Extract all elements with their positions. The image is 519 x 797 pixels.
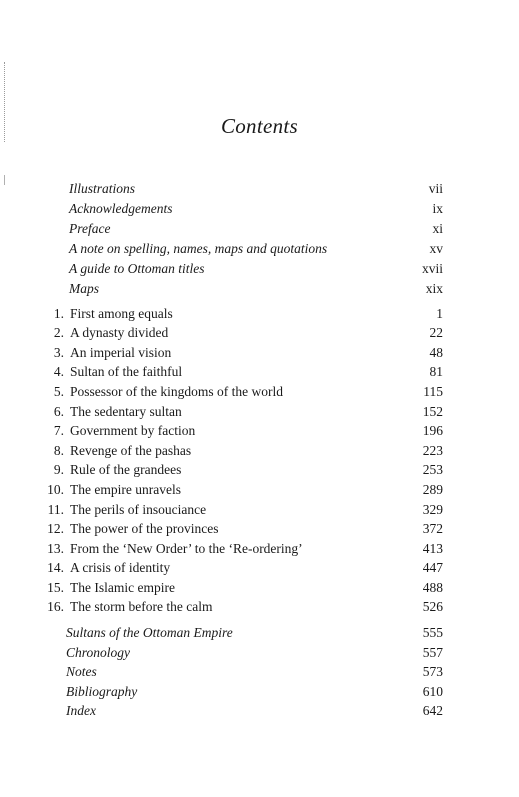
toc-page-number: 413: [422, 541, 443, 556]
toc-entry-chapter: [0, 481, 519, 499]
toc-page-number: xv: [429, 241, 443, 256]
chapter-title: A crisis of identity: [70, 560, 171, 575]
toc-entry-label: A note on spelling, names, maps and quotations: [69, 241, 328, 256]
toc-page-number: 223: [422, 443, 443, 458]
toc-page-number: 253: [422, 462, 443, 477]
toc-page-number: 22: [429, 325, 443, 340]
toc-entry-back-matter: [0, 683, 519, 701]
toc-entry-label: Chronology: [66, 645, 130, 660]
toc-page-number: 152: [422, 404, 443, 419]
chapter-title: A dynasty divided: [70, 325, 169, 340]
chapter-number: 9.: [53, 462, 64, 477]
toc-entry-label: Sultans of the Ottoman Empire: [66, 625, 233, 640]
toc-entry-label: Index: [66, 703, 96, 718]
toc-entry-front-matter: [0, 280, 519, 298]
toc-entry-label: Preface: [69, 221, 111, 236]
toc-page-number: 48: [429, 345, 443, 360]
toc-page-number: xi: [432, 221, 443, 236]
toc-entry-chapter: [0, 520, 519, 538]
toc-entry-chapter: [0, 501, 519, 519]
chapter-number: 8.: [53, 443, 64, 458]
chapter-title: Revenge of the pashas: [70, 443, 192, 458]
toc-entry-label: Maps: [69, 281, 99, 296]
toc-entry-chapter: [0, 363, 519, 381]
chapter-title: The storm before the calm: [70, 599, 213, 614]
chapter-number: 2.: [53, 325, 64, 340]
toc-entry-chapter: [0, 598, 519, 616]
toc-entry-front-matter: [0, 200, 519, 218]
toc-page-number: 1: [436, 306, 443, 321]
toc-entry-chapter: [0, 559, 519, 577]
toc-entry-chapter: [0, 461, 519, 479]
toc-entry-chapter: [0, 403, 519, 421]
toc-entry-chapter: [0, 383, 519, 401]
toc-entry-label: Illustrations: [69, 181, 136, 196]
chapter-number: 7.: [53, 423, 64, 438]
toc-entry-label: A guide to Ottoman titles: [69, 261, 205, 276]
toc-page-number: 81: [429, 364, 443, 379]
chapter-title: Government by faction: [70, 423, 196, 438]
toc-entry-chapter: [0, 305, 519, 323]
toc-entry-label: Notes: [66, 664, 97, 679]
toc-page-number: xvii: [421, 261, 443, 276]
chapter-title: The Islamic empire: [70, 580, 175, 595]
chapter-number: 4.: [53, 364, 64, 379]
toc-entry-back-matter: [0, 644, 519, 662]
toc-page-number: 289: [422, 482, 443, 497]
chapter-title: From the ‘New Order’ to the ‘Re-ordering’: [70, 541, 303, 556]
toc-entry-chapter: [0, 324, 519, 342]
chapter-number: 10.: [47, 482, 64, 497]
toc-entry-front-matter: [0, 180, 519, 198]
toc-entry-chapter: [0, 422, 519, 440]
chapter-number: 13.: [47, 541, 64, 556]
chapter-title: The sedentary sultan: [70, 404, 182, 419]
toc-page-number: 573: [422, 664, 443, 679]
toc-entry-back-matter: [0, 663, 519, 681]
toc-entry-label: Acknowledgements: [69, 201, 173, 216]
toc-entry-chapter: [0, 344, 519, 362]
toc-page-number: ix: [432, 201, 443, 216]
chapter-number: 11.: [47, 502, 64, 517]
chapter-title: First among equals: [70, 306, 173, 321]
toc-page-number: 555: [422, 625, 443, 640]
toc-entry-chapter: [0, 540, 519, 558]
toc-entry-front-matter: [0, 260, 519, 278]
chapter-number: 6.: [53, 404, 64, 419]
chapter-number: 1.: [53, 306, 64, 321]
toc-entry-back-matter: [0, 702, 519, 720]
chapter-number: 15.: [47, 580, 64, 595]
chapter-number: 5.: [53, 384, 64, 399]
toc-page-number: 488: [422, 580, 443, 595]
chapter-number: 3.: [53, 345, 64, 360]
chapter-number: 16.: [47, 599, 64, 614]
toc-page-number: xix: [425, 281, 443, 296]
toc-page-number: 196: [422, 423, 443, 438]
toc-page-number: 610: [422, 684, 443, 699]
toc-page-number: 372: [422, 521, 443, 536]
toc-page-number: vii: [428, 181, 443, 196]
toc-page-number: 526: [422, 599, 443, 614]
toc-entry-label: Bibliography: [66, 684, 138, 699]
toc-entry-chapter: [0, 442, 519, 460]
chapter-title: Possessor of the kingdoms of the world: [70, 384, 283, 399]
chapter-title: An imperial vision: [70, 345, 172, 360]
chapter-title: The power of the provinces: [70, 521, 219, 536]
chapter-title: The empire unravels: [70, 482, 181, 497]
toc-entry-front-matter: [0, 220, 519, 238]
chapter-title: Sultan of the faithful: [70, 364, 183, 379]
toc-entry-front-matter: [0, 240, 519, 258]
toc-entry-back-matter: [0, 624, 519, 642]
chapter-number: 14.: [47, 560, 64, 575]
chapter-number: 12.: [47, 521, 64, 536]
chapter-title: The perils of insouciance: [70, 502, 207, 517]
toc-entry-chapter: [0, 579, 519, 597]
toc-page-number: 642: [422, 703, 443, 718]
toc-page-number: 557: [422, 645, 443, 660]
page-title: Contents: [220, 114, 299, 138]
toc-page-number: 447: [422, 560, 443, 575]
toc-page-number: 329: [422, 502, 443, 517]
chapter-title: Rule of the grandees: [70, 462, 182, 477]
toc-page-number: 115: [423, 384, 443, 399]
